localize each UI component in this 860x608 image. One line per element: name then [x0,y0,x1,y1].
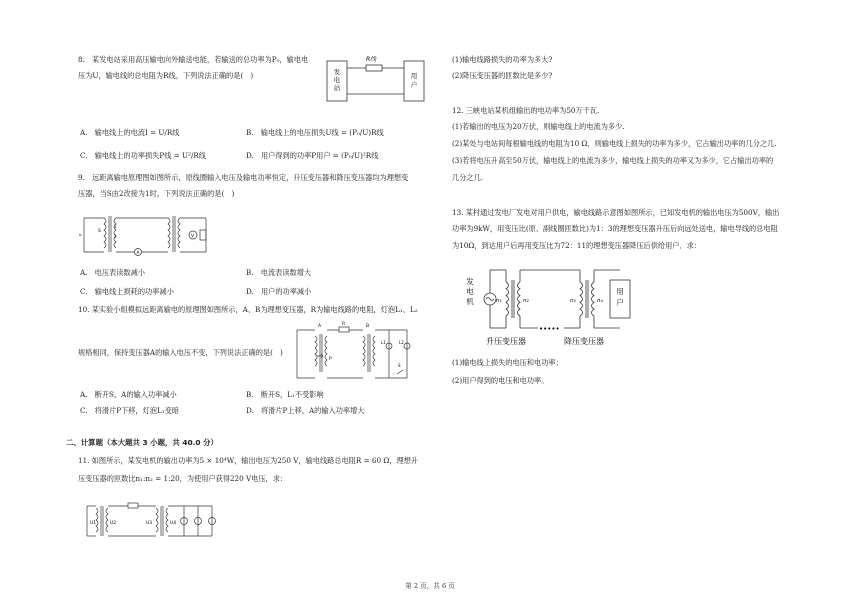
q13-sub2: (2)用户得到的电压和电功率。 [452,376,549,385]
q12-sub3: (3)若将电压升高至50万伏，输电线上的电流为多少，输电线上损失的功率又为多少，它占输出功率的 [452,156,774,165]
q8-option-c: C. 输电线上的功率损失P线 = U²/R线 [80,151,206,160]
q9-circuit-diagram [78,206,214,262]
svg-text:U2: U2 [110,521,117,526]
q10-option-c: C. 将滑片P下移，灯泡L₁变暗 [80,406,180,415]
q12-sub2: (2)某处与电站间每根输电线的电阻为10 Ω，则输电线上损失的功率为多少，它占输出功率的几分之几. [452,139,777,148]
svg-text:U3: U3 [146,521,153,526]
q12-sub1: (1)若输出的电压为20万伏，则输电线上的电流为多少. [452,122,625,131]
q8-left-box-label: 发电站 [333,68,341,92]
q9-option-c: C. 输电线上损耗的功率减小 [80,287,174,296]
q11-line2: 压变压器的匝数比n₁:n₂ = 1:20，为使用户获得220 V电压，求： [78,474,288,483]
q10-line1: 10. 某实验小组模拟远距离输电的原理图如图所示，A、B为理想变压器，R为输电线路的电阻，灯泡L₁、L₂ [78,305,418,314]
q8-option-b: B. 输电线上的电压损失U线 = (P₀/U)R线 [246,128,384,137]
q10-option-d: D. 将滑片P上移，A的输入功率增大 [246,406,365,415]
q11-circuit-diagram [84,496,216,542]
q13-circuit-diagram [460,262,640,350]
q8-line2: 压为U，输电线的总电阻为R线，下列说法正确的是( ) [78,71,254,80]
q10-option-b: B. 断开S，L₁不受影响 [246,390,324,399]
q8-resistor-label: R线 [366,56,377,63]
q10-circuit-diagram [293,320,413,384]
q13-step-up-label: 升压变压器 [486,337,526,346]
q9-line2: 压器，当S由2改接为1时，下列说法正确的是( ) [78,189,235,198]
q8-option-a: A. 输电线上的电流I = U/R线 [80,128,180,137]
q9-line1: 9. 远距离输电原理图如图所示，原线圈输入电压及输电功率恒定，升压变压器和降压变压器均为理想变 [78,173,409,182]
svg-text:U4: U4 [170,521,177,526]
page-footer: 第 2 页，共 6 页 [405,582,455,590]
svg-text:2: 2 [114,234,117,239]
q10-line2: 规格相同，保持变压器A的输入电压不变，下列说法正确的是( ) [78,348,283,357]
q11-line1: 11. 如图所示，某发电机的输出功率为5 × 10⁴W，输出电压为250 V，输电线路总电阻R = 60 Ω，理想升 [78,456,419,465]
svg-text:S: S [398,363,401,368]
q8-right-box-label: 用户 [410,72,418,89]
svg-text:1: 1 [114,224,117,229]
section-heading: 二、计算题（本大题共 3 小题，共 40.0 分） [66,438,218,447]
q13-line3: 为10Ω，到达用户后再用变压比为72：11的理想变压器降压后供给用户．求： [452,241,702,250]
q13-sub1: (1)输电线上损失的电压和电功率； [452,358,563,367]
svg-text:A: A [136,251,140,256]
q11-sub2: (2)降压变压器的匝数比是多少? [452,71,553,80]
q13-line2: 功率为9kW，用变压比(原、副线圈匝数比)为1：3的理想变压器升压后向远处送电，输电导线的总电阻 [452,224,778,233]
q8-line1: 8. 某发电站采用高压输电向外输送电能，若输送的总功率为P₀，输电电 [78,55,309,64]
svg-text:L1: L1 [381,340,386,345]
q12-line1: 12. 三峡电站某机组输出的电功率为50万千瓦. [452,106,600,115]
q10-option-a: A. 断开S，A的输入功率减小 [80,390,177,399]
q13-generator-label: 发电机 [466,277,474,306]
svg-text:R: R [342,322,346,327]
q9-option-a: A. 电压表读数减小 [80,268,145,277]
q8-circuit-diagram [326,52,426,104]
svg-text:P: P [329,357,332,362]
q13-n2: n₂ [523,298,529,304]
q13-n3: n₃ [570,298,576,304]
q9-option-d: D. 用户的功率减小 [246,287,312,296]
q13-user-label: 用户 [616,287,624,307]
svg-text:S: S [98,229,101,234]
svg-text:U1: U1 [90,521,97,526]
q13-n1: n₁ [496,298,502,304]
q11-sub1: (1)输电线路损失的功率为多大? [452,55,553,64]
q8-option-d: D. 用户得到的功率P用户 = (P₀/U)²R线 [246,151,379,160]
svg-text:A: A [318,324,322,329]
svg-text:u: u [79,232,82,237]
svg-text:B: B [366,324,370,329]
svg-text:V: V [191,234,195,239]
q9-option-b: B. 电流表读数增大 [246,268,312,277]
q13-line1: 13. 某村通过发电厂发电对用户供电，输电线路示意图如图所示，已知发电机的输出电压为500V，输出 [452,208,780,217]
q13-step-down-label: 降压变压器 [564,337,604,346]
q12-sub3-cont: 几分之几. [452,173,484,182]
q13-n4: n₄ [597,298,603,304]
svg-text:L2: L2 [399,340,404,345]
q13-dots: ••••• [539,325,560,333]
